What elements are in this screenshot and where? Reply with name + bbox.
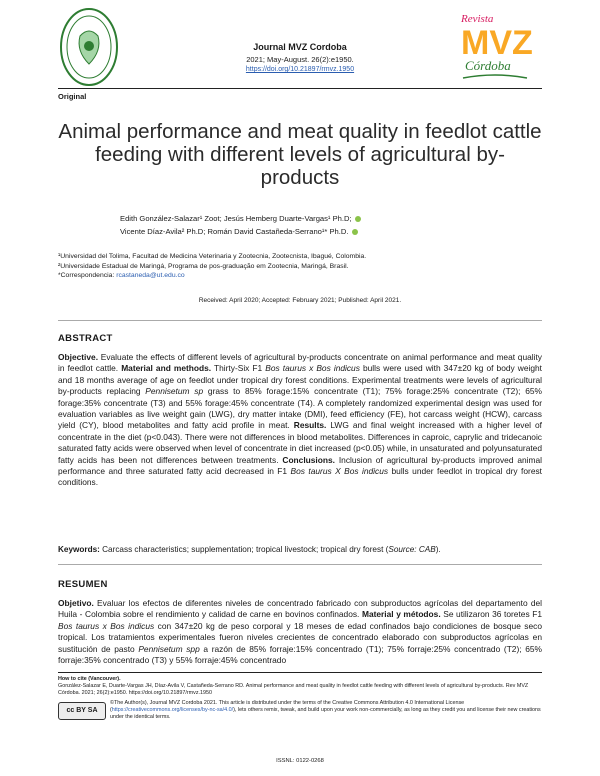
keywords: Keywords: Carcass characteristics; supplementation; tropical livestock; tropical dry forest (Source: CAB). [58,545,441,554]
divider [58,320,542,321]
abstract-results-label: Results. [293,420,327,431]
affiliation-2: ²Universidade Estadual de Maringá, Programa de pos-graduação em Zootecnia, Maringá, Brasil. [58,262,349,270]
license-link[interactable]: https://creativecommons.org/licenses/by-nc-sa/4.0/ [111,707,234,713]
divider [58,564,542,565]
abstract-methods-label: Material and methods. [121,363,212,374]
journal-issue: 2021; May-August. 26(2):e1950. [246,55,354,64]
resumen-methods-label: Material y métodos. [361,609,441,620]
how-to-cite-label: How to cite (Vancouver). [58,676,121,682]
abstract-objective-label: Objective. [58,352,99,362]
author-line-2-text: Vicente Díaz-Avila² Ph.D; Román David Castañeda-Serrano¹* Ph.D. [120,227,349,236]
abstract-body: Objective. Evaluate the effects of different levels of agricultural by-products concentrate on animal performance and meat quality in feedlot cattle. Material and methods. Thirty-Six F1 Bos taurus x Bos indicus bulls were used with 347±20 kg of body weight and 18 months average of age on feedlot under tropical dry forest conditions. Experimental treatments were levels of agricultural by-products replacing Pennisetum sp grass to 85% forage:15% concentrate (T1); 75% forage:25% concentrate (T2); 65% forage:35% concentrate (T3) and 55% forage:45% concentrate (T4). A completely randomized experimental design was used for evaluation variables as live weight gain (LWG), dry matter intake (DMI), feed efficiency (FE), hot carcass weight (HCW), carcass yield (CY), blood metabolites and fatty acid profile in meat. Results. LWG and final weight increased with a higher level of concentrate in the diet (p<0.043). There were not differences in blood metabolites. Differences in caproic, caprylic and tridecanoic saturated fatty acids were observed when level of concentrate in diet increased (p<0.05) while, in unsaturated and polyunsaturated fatty acids has been not differences between treatments. Conclusions. Inclusion of agricultural by-products improved animal performance and three saturated fatty acid decreased in F1 Bos taurus X Bos indicus bulls under feedlot in tropical dry forest conditions. [58,352,543,488]
how-to-cite [58,676,542,697]
resumen-objective-label: Objetivo. [58,598,94,608]
correspondence-label: *Correspondencia: [58,272,117,279]
correspondence [58,271,542,281]
license-row [58,700,542,722]
author-list [120,212,560,238]
article-title: Animal performance and meat quality in feedlot cattle feeding with different levels of agricultural by-products [58,120,542,189]
resumen-body: Objetivo. Evaluar los efectos de diferentes niveles de concentrado fabricado con subproductos agrícolas del departamento del Huila - Colombia sobre el rendimiento y calidad de carne en bovinos confinados. Material y métodos. Se utilizaron 36 toretes F1 Bos taurus x Bos indicus con 347±20 kg de peso corporal y 18 meses de edad confinados bajo condiciones de bosque seco tropical. Los tratamientos experimentales fueron niveles crecientes de concentrado elaborado con subproductos agrícolas en sustitución de pasto Pennisetum spp a razón de 85% forraje:15% concentrado (T1); 75% forraje:25% concentrado (T2); 65% forraje:35% concentrado (T3) y 55% forraje:45% concentrado [58,598,542,666]
creative-commons-icon[interactable]: cc BY SA [58,702,106,720]
author-line-2 [120,225,560,238]
journal-title: Journal MVZ Cordoba [253,42,347,52]
svg-text:MVZ: MVZ [461,24,533,62]
author-line-1-text: Edith González-Salazar¹ Zoot; Jesús Hemberg Duarte-Vargas¹ Ph.D; [120,214,352,223]
header-divider [58,88,542,89]
affiliations [58,252,542,281]
author-line-1 [120,212,560,225]
keywords-label: Keywords: [58,545,100,554]
citation-text: González-Salazar E, Duarte-Vargas JH, Díaz-Avila V, Castañeda-Serrano RD. Animal performance and meat quality in feedlot cattle feeding with different levels of agricultural by-products. Rev MVZ Córdoba. 2021; 26(2):e1950. https://doi.org/10.21897/rmvz.1950 [58,683,529,696]
journal-doi-link[interactable]: https://doi.org/10.21897/rmvz.1950 [245,66,355,73]
license-text: ©The Author(s), Journal MVZ Cordoba 2021. This article is distributed under the terms of the Creative Commons Attribution 4.0 International License (https://creativecommons.org/licenses/by-nc-sa/4.0/), lets others remix, tweak, and build upon your work non-commercially, as long as they credit you and license their new creations under the identical terms. [110,700,541,720]
orcid-icon[interactable] [355,216,361,222]
resumen-heading: RESUMEN [58,579,108,590]
received-dates: Received: April 2020; Accepted: February 2021; Published: April 2021. [198,297,402,304]
issn: ISSNL: 0122-0268 [276,758,324,764]
svg-text:Revista: Revista [461,13,494,25]
abstract-conclusions-label: Conclusions. [282,454,335,465]
footer-divider [58,672,542,673]
abstract-heading: ABSTRACT [58,333,113,344]
orcid-icon[interactable] [352,229,358,235]
section-tag: Original [58,92,87,101]
svg-text:Córdoba: Córdoba [465,58,511,73]
affiliation-1: ¹Universidad del Tolima, Facultad de Medicina Veterinaria y Zootecnia, Zootecnista, Ibagué, Colombia. [58,253,367,260]
correspondence-email-link[interactable]: rcastaneda@ut.edu.co [116,272,185,279]
